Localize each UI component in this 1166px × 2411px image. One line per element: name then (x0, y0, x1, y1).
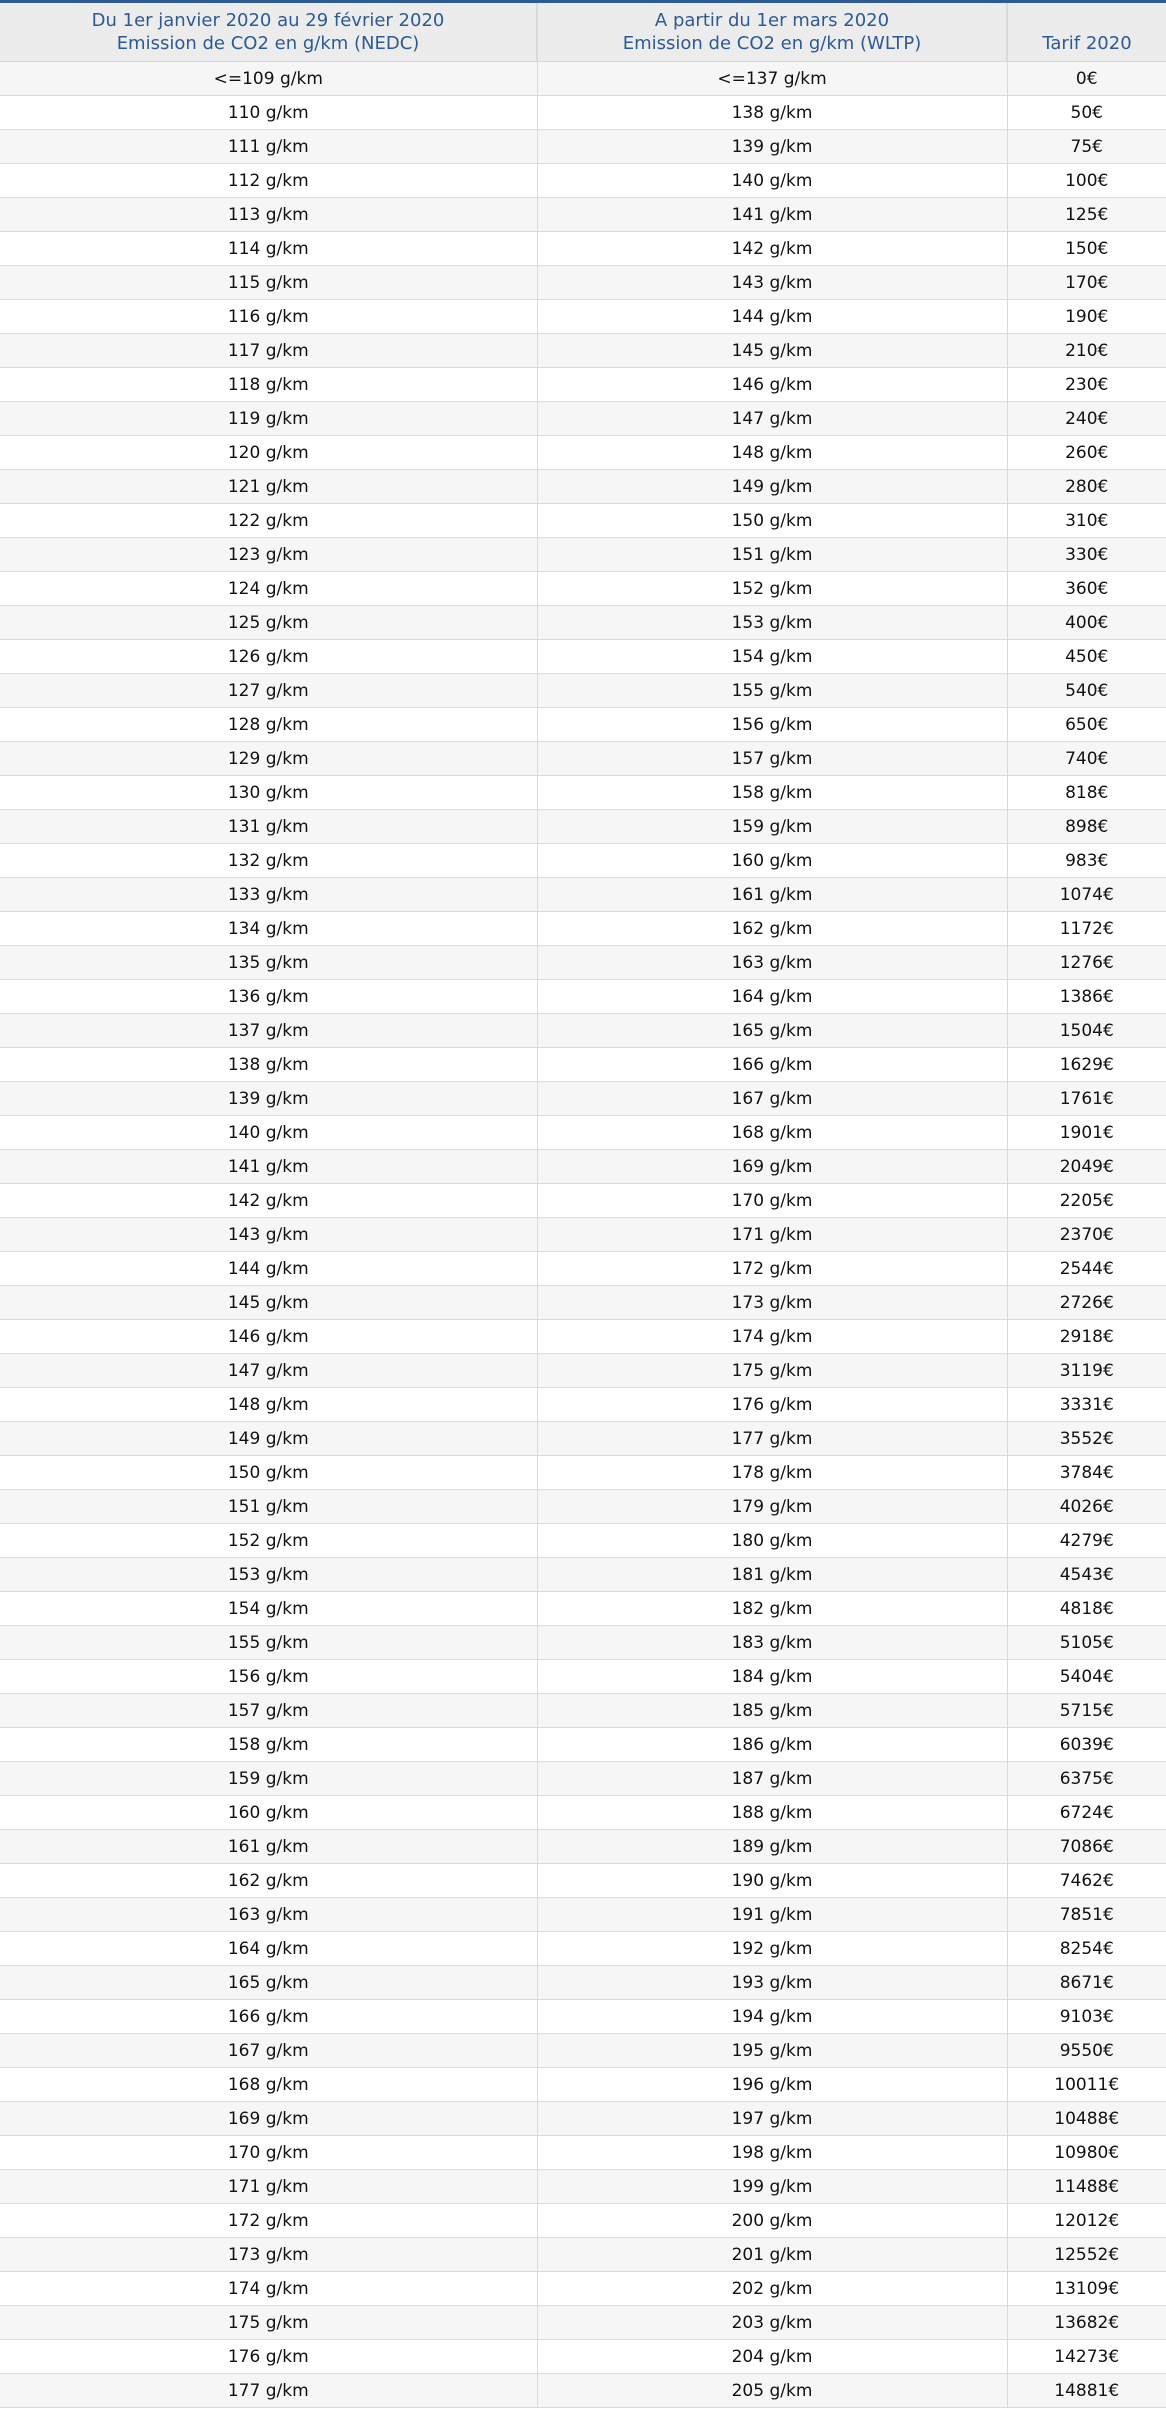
table-row (0, 96, 1166, 130)
cell-nedc-emission: 174 g/km (0, 2272, 537, 2306)
cell-tarif: 6039€ (1007, 1728, 1166, 1762)
cell-tarif: 8671€ (1007, 1966, 1166, 2000)
cell-tarif: 14881€ (1007, 2374, 1166, 2408)
cell-tarif: 1172€ (1007, 912, 1166, 946)
cell-tarif: 9103€ (1007, 2000, 1166, 2034)
cell-wltp-emission: 181 g/km (537, 1558, 1007, 1592)
cell-tarif: 12012€ (1007, 2204, 1166, 2238)
table-row (0, 300, 1166, 334)
table-row (0, 1116, 1166, 1150)
cell-nedc-emission: 142 g/km (0, 1184, 537, 1218)
cell-nedc-emission: <=109 g/km (0, 62, 537, 96)
cell-wltp-emission: 167 g/km (537, 1082, 1007, 1116)
table-row (0, 1388, 1166, 1422)
cell-wltp-emission: 150 g/km (537, 504, 1007, 538)
cell-tarif: 13682€ (1007, 2306, 1166, 2340)
table-row (0, 776, 1166, 810)
cell-nedc-emission: 121 g/km (0, 470, 537, 504)
cell-wltp-emission: 156 g/km (537, 708, 1007, 742)
table-row (0, 2034, 1166, 2068)
cell-tarif: 3119€ (1007, 1354, 1166, 1388)
cell-tarif: 7462€ (1007, 1864, 1166, 1898)
cell-tarif: 1386€ (1007, 980, 1166, 1014)
cell-nedc-emission: 125 g/km (0, 606, 537, 640)
table-row (0, 878, 1166, 912)
cell-tarif: 210€ (1007, 334, 1166, 368)
cell-nedc-emission: 134 g/km (0, 912, 537, 946)
cell-wltp-emission: <=137 g/km (537, 62, 1007, 96)
cell-nedc-emission: 152 g/km (0, 1524, 537, 1558)
cell-tarif: 330€ (1007, 538, 1166, 572)
cell-nedc-emission: 136 g/km (0, 980, 537, 1014)
cell-wltp-emission: 183 g/km (537, 1626, 1007, 1660)
cell-nedc-emission: 124 g/km (0, 572, 537, 606)
cell-tarif: 0€ (1007, 62, 1166, 96)
header-wltp-period: A partir du 1er mars 2020 (654, 10, 890, 31)
cell-nedc-emission: 126 g/km (0, 640, 537, 674)
cell-nedc-emission: 141 g/km (0, 1150, 537, 1184)
cell-nedc-emission: 130 g/km (0, 776, 537, 810)
table-row (0, 2000, 1166, 2034)
cell-nedc-emission: 170 g/km (0, 2136, 537, 2170)
table-row (0, 1592, 1166, 1626)
table-row (0, 1898, 1166, 1932)
cell-nedc-emission: 175 g/km (0, 2306, 537, 2340)
cell-wltp-emission: 149 g/km (537, 470, 1007, 504)
table-row (0, 1422, 1166, 1456)
cell-wltp-emission: 177 g/km (537, 1422, 1007, 1456)
cell-tarif: 1504€ (1007, 1014, 1166, 1048)
cell-nedc-emission: 163 g/km (0, 1898, 537, 1932)
table-row (0, 1864, 1166, 1898)
cell-tarif: 740€ (1007, 742, 1166, 776)
table-row (0, 640, 1166, 674)
cell-nedc-emission: 137 g/km (0, 1014, 537, 1048)
cell-wltp-emission: 204 g/km (537, 2340, 1007, 2374)
cell-wltp-emission: 195 g/km (537, 2034, 1007, 2068)
cell-wltp-emission: 154 g/km (537, 640, 1007, 674)
table-row (0, 164, 1166, 198)
cell-wltp-emission: 165 g/km (537, 1014, 1007, 1048)
header-nedc (0, 2, 537, 62)
table-row (0, 2374, 1166, 2408)
cell-wltp-emission: 155 g/km (537, 674, 1007, 708)
cell-tarif: 4026€ (1007, 1490, 1166, 1524)
cell-wltp-emission: 152 g/km (537, 572, 1007, 606)
table-row (0, 1456, 1166, 1490)
cell-tarif: 5105€ (1007, 1626, 1166, 1660)
cell-nedc-emission: 143 g/km (0, 1218, 537, 1252)
cell-wltp-emission: 169 g/km (537, 1150, 1007, 1184)
cell-tarif: 2205€ (1007, 1184, 1166, 1218)
table-row (0, 1354, 1166, 1388)
cell-tarif: 898€ (1007, 810, 1166, 844)
cell-nedc-emission: 122 g/km (0, 504, 537, 538)
cell-tarif: 400€ (1007, 606, 1166, 640)
cell-wltp-emission: 163 g/km (537, 946, 1007, 980)
cell-nedc-emission: 161 g/km (0, 1830, 537, 1864)
cell-wltp-emission: 175 g/km (537, 1354, 1007, 1388)
table-row (0, 130, 1166, 164)
table-row (0, 844, 1166, 878)
cell-tarif: 6375€ (1007, 1762, 1166, 1796)
cell-nedc-emission: 116 g/km (0, 300, 537, 334)
cell-wltp-emission: 197 g/km (537, 2102, 1007, 2136)
table-body (0, 62, 1166, 2408)
cell-wltp-emission: 199 g/km (537, 2170, 1007, 2204)
table-row (0, 2272, 1166, 2306)
cell-tarif: 360€ (1007, 572, 1166, 606)
cell-tarif: 150€ (1007, 232, 1166, 266)
table-row (0, 1558, 1166, 1592)
cell-tarif: 450€ (1007, 640, 1166, 674)
table-row (0, 1048, 1166, 1082)
cell-tarif: 2049€ (1007, 1150, 1166, 1184)
cell-wltp-emission: 187 g/km (537, 1762, 1007, 1796)
cell-nedc-emission: 156 g/km (0, 1660, 537, 1694)
cell-nedc-emission: 120 g/km (0, 436, 537, 470)
cell-wltp-emission: 147 g/km (537, 402, 1007, 436)
cell-nedc-emission: 148 g/km (0, 1388, 537, 1422)
cell-tarif: 230€ (1007, 368, 1166, 402)
cell-wltp-emission: 172 g/km (537, 1252, 1007, 1286)
cell-tarif: 10488€ (1007, 2102, 1166, 2136)
cell-wltp-emission: 143 g/km (537, 266, 1007, 300)
cell-tarif: 4543€ (1007, 1558, 1166, 1592)
cell-nedc-emission: 162 g/km (0, 1864, 537, 1898)
cell-tarif: 14273€ (1007, 2340, 1166, 2374)
table-row (0, 232, 1166, 266)
cell-wltp-emission: 201 g/km (537, 2238, 1007, 2272)
table-row (0, 1932, 1166, 1966)
cell-nedc-emission: 172 g/km (0, 2204, 537, 2238)
cell-tarif: 12552€ (1007, 2238, 1166, 2272)
cell-wltp-emission: 148 g/km (537, 436, 1007, 470)
cell-tarif: 4279€ (1007, 1524, 1166, 1558)
cell-nedc-emission: 154 g/km (0, 1592, 537, 1626)
cell-nedc-emission: 165 g/km (0, 1966, 537, 2000)
cell-wltp-emission: 182 g/km (537, 1592, 1007, 1626)
cell-wltp-emission: 178 g/km (537, 1456, 1007, 1490)
cell-wltp-emission: 161 g/km (537, 878, 1007, 912)
cell-nedc-emission: 157 g/km (0, 1694, 537, 1728)
cell-tarif: 6724€ (1007, 1796, 1166, 1830)
table-row (0, 1796, 1166, 1830)
cell-tarif: 2370€ (1007, 1218, 1166, 1252)
cell-wltp-emission: 164 g/km (537, 980, 1007, 1014)
cell-nedc-emission: 129 g/km (0, 742, 537, 776)
cell-wltp-emission: 144 g/km (537, 300, 1007, 334)
cell-tarif: 1074€ (1007, 878, 1166, 912)
cell-tarif: 1629€ (1007, 1048, 1166, 1082)
cell-wltp-emission: 173 g/km (537, 1286, 1007, 1320)
cell-wltp-emission: 138 g/km (537, 96, 1007, 130)
cell-nedc-emission: 167 g/km (0, 2034, 537, 2068)
cell-nedc-emission: 166 g/km (0, 2000, 537, 2034)
cell-tarif: 5404€ (1007, 1660, 1166, 1694)
cell-wltp-emission: 153 g/km (537, 606, 1007, 640)
cell-nedc-emission: 140 g/km (0, 1116, 537, 1150)
cell-nedc-emission: 176 g/km (0, 2340, 537, 2374)
cell-nedc-emission: 160 g/km (0, 1796, 537, 1830)
cell-tarif: 190€ (1007, 300, 1166, 334)
cell-wltp-emission: 205 g/km (537, 2374, 1007, 2408)
cell-wltp-emission: 139 g/km (537, 130, 1007, 164)
table-row (0, 1966, 1166, 2000)
table-row (0, 266, 1166, 300)
table-row (0, 62, 1166, 96)
cell-tarif: 818€ (1007, 776, 1166, 810)
cell-wltp-emission: 176 g/km (537, 1388, 1007, 1422)
table-row (0, 1252, 1166, 1286)
table-row (0, 2340, 1166, 2374)
cell-nedc-emission: 159 g/km (0, 1762, 537, 1796)
cell-tarif: 540€ (1007, 674, 1166, 708)
cell-nedc-emission: 164 g/km (0, 1932, 537, 1966)
cell-nedc-emission: 139 g/km (0, 1082, 537, 1116)
cell-tarif: 240€ (1007, 402, 1166, 436)
cell-wltp-emission: 159 g/km (537, 810, 1007, 844)
cell-nedc-emission: 127 g/km (0, 674, 537, 708)
table-row (0, 572, 1166, 606)
cell-nedc-emission: 114 g/km (0, 232, 537, 266)
table-row (0, 1694, 1166, 1728)
header-tarif (1007, 2, 1166, 62)
cell-tarif: 650€ (1007, 708, 1166, 742)
cell-tarif: 280€ (1007, 470, 1166, 504)
cell-tarif: 983€ (1007, 844, 1166, 878)
table-row (0, 2136, 1166, 2170)
cell-nedc-emission: 135 g/km (0, 946, 537, 980)
cell-nedc-emission: 150 g/km (0, 1456, 537, 1490)
cell-wltp-emission: 160 g/km (537, 844, 1007, 878)
table-row (0, 1082, 1166, 1116)
table-row (0, 1150, 1166, 1184)
cell-wltp-emission: 185 g/km (537, 1694, 1007, 1728)
table-row (0, 708, 1166, 742)
cell-wltp-emission: 158 g/km (537, 776, 1007, 810)
cell-wltp-emission: 191 g/km (537, 1898, 1007, 1932)
cell-wltp-emission: 166 g/km (537, 1048, 1007, 1082)
cell-nedc-emission: 123 g/km (0, 538, 537, 572)
cell-wltp-emission: 174 g/km (537, 1320, 1007, 1354)
table-row (0, 504, 1166, 538)
cell-wltp-emission: 141 g/km (537, 198, 1007, 232)
header-nedc-label: Emission de CO2 en g/km (NEDC) (116, 33, 420, 54)
table-row (0, 2068, 1166, 2102)
cell-tarif: 2918€ (1007, 1320, 1166, 1354)
table-row (0, 2170, 1166, 2204)
table-row (0, 1524, 1166, 1558)
cell-nedc-emission: 118 g/km (0, 368, 537, 402)
header-row (0, 2, 1166, 62)
cell-tarif: 2544€ (1007, 1252, 1166, 1286)
cell-tarif: 260€ (1007, 436, 1166, 470)
header-wltp-label: Emission de CO2 en g/km (WLTP) (622, 33, 922, 54)
cell-tarif: 310€ (1007, 504, 1166, 538)
cell-nedc-emission: 169 g/km (0, 2102, 537, 2136)
header-tarif-label: Tarif 2020 (1042, 33, 1132, 54)
cell-nedc-emission: 149 g/km (0, 1422, 537, 1456)
cell-tarif: 7851€ (1007, 1898, 1166, 1932)
cell-nedc-emission: 115 g/km (0, 266, 537, 300)
cell-wltp-emission: 162 g/km (537, 912, 1007, 946)
table-row (0, 1014, 1166, 1048)
cell-tarif: 4818€ (1007, 1592, 1166, 1626)
cell-nedc-emission: 144 g/km (0, 1252, 537, 1286)
cell-nedc-emission: 111 g/km (0, 130, 537, 164)
cell-wltp-emission: 193 g/km (537, 1966, 1007, 2000)
cell-wltp-emission: 157 g/km (537, 742, 1007, 776)
cell-wltp-emission: 184 g/km (537, 1660, 1007, 1694)
table-row (0, 1660, 1166, 1694)
cell-nedc-emission: 173 g/km (0, 2238, 537, 2272)
table-row (0, 1320, 1166, 1354)
table-row (0, 810, 1166, 844)
table-row (0, 198, 1166, 232)
cell-wltp-emission: 168 g/km (537, 1116, 1007, 1150)
cell-wltp-emission: 198 g/km (537, 2136, 1007, 2170)
cell-tarif: 3784€ (1007, 1456, 1166, 1490)
cell-tarif: 10980€ (1007, 2136, 1166, 2170)
cell-wltp-emission: 146 g/km (537, 368, 1007, 402)
cell-tarif: 8254€ (1007, 1932, 1166, 1966)
cell-wltp-emission: 200 g/km (537, 2204, 1007, 2238)
cell-wltp-emission: 188 g/km (537, 1796, 1007, 1830)
table-row (0, 368, 1166, 402)
cell-tarif: 5715€ (1007, 1694, 1166, 1728)
cell-nedc-emission: 177 g/km (0, 2374, 537, 2408)
cell-wltp-emission: 180 g/km (537, 1524, 1007, 1558)
cell-tarif: 100€ (1007, 164, 1166, 198)
table-row (0, 606, 1166, 640)
table-row (0, 1218, 1166, 1252)
cell-tarif: 75€ (1007, 130, 1166, 164)
cell-nedc-emission: 155 g/km (0, 1626, 537, 1660)
table-row (0, 1490, 1166, 1524)
cell-tarif: 9550€ (1007, 2034, 1166, 2068)
cell-tarif: 13109€ (1007, 2272, 1166, 2306)
cell-nedc-emission: 119 g/km (0, 402, 537, 436)
cell-wltp-emission: 151 g/km (537, 538, 1007, 572)
cell-nedc-emission: 158 g/km (0, 1728, 537, 1762)
table-row (0, 1286, 1166, 1320)
cell-nedc-emission: 128 g/km (0, 708, 537, 742)
cell-wltp-emission: 142 g/km (537, 232, 1007, 266)
cell-nedc-emission: 132 g/km (0, 844, 537, 878)
table-row (0, 980, 1166, 1014)
cell-wltp-emission: 192 g/km (537, 1932, 1007, 1966)
table-row (0, 1626, 1166, 1660)
cell-nedc-emission: 113 g/km (0, 198, 537, 232)
cell-nedc-emission: 153 g/km (0, 1558, 537, 1592)
cell-tarif: 170€ (1007, 266, 1166, 300)
table-row (0, 674, 1166, 708)
table-row (0, 470, 1166, 504)
cell-tarif: 7086€ (1007, 1830, 1166, 1864)
cell-tarif: 10011€ (1007, 2068, 1166, 2102)
header-nedc-period: Du 1er janvier 2020 au 29 février 2020 (91, 10, 445, 31)
cell-nedc-emission: 133 g/km (0, 878, 537, 912)
cell-tarif: 3331€ (1007, 1388, 1166, 1422)
table-row (0, 436, 1166, 470)
cell-wltp-emission: 194 g/km (537, 2000, 1007, 2034)
cell-wltp-emission: 196 g/km (537, 2068, 1007, 2102)
cell-wltp-emission: 190 g/km (537, 1864, 1007, 1898)
cell-nedc-emission: 151 g/km (0, 1490, 537, 1524)
cell-nedc-emission: 171 g/km (0, 2170, 537, 2204)
cell-tarif: 2726€ (1007, 1286, 1166, 1320)
cell-tarif: 125€ (1007, 198, 1166, 232)
table-row (0, 1830, 1166, 1864)
cell-wltp-emission: 171 g/km (537, 1218, 1007, 1252)
cell-nedc-emission: 146 g/km (0, 1320, 537, 1354)
cell-wltp-emission: 189 g/km (537, 1830, 1007, 1864)
table-row (0, 334, 1166, 368)
cell-wltp-emission: 186 g/km (537, 1728, 1007, 1762)
cell-nedc-emission: 168 g/km (0, 2068, 537, 2102)
cell-nedc-emission: 110 g/km (0, 96, 537, 130)
cell-tarif: 1901€ (1007, 1116, 1166, 1150)
cell-nedc-emission: 138 g/km (0, 1048, 537, 1082)
table-row (0, 2238, 1166, 2272)
table-row (0, 2306, 1166, 2340)
table-row (0, 912, 1166, 946)
cell-wltp-emission: 170 g/km (537, 1184, 1007, 1218)
table-row (0, 402, 1166, 436)
cell-wltp-emission: 202 g/km (537, 2272, 1007, 2306)
cell-tarif: 3552€ (1007, 1422, 1166, 1456)
cell-wltp-emission: 145 g/km (537, 334, 1007, 368)
table-row (0, 1184, 1166, 1218)
cell-tarif: 11488€ (1007, 2170, 1166, 2204)
table-row (0, 946, 1166, 980)
cell-nedc-emission: 117 g/km (0, 334, 537, 368)
table-row (0, 1728, 1166, 1762)
cell-wltp-emission: 140 g/km (537, 164, 1007, 198)
table-row (0, 2204, 1166, 2238)
cell-wltp-emission: 203 g/km (537, 2306, 1007, 2340)
cell-nedc-emission: 112 g/km (0, 164, 537, 198)
table-row (0, 742, 1166, 776)
table-row (0, 2102, 1166, 2136)
table-row (0, 1762, 1166, 1796)
cell-wltp-emission: 179 g/km (537, 1490, 1007, 1524)
cell-nedc-emission: 147 g/km (0, 1354, 537, 1388)
cell-nedc-emission: 131 g/km (0, 810, 537, 844)
table-row (0, 538, 1166, 572)
header-wltp (537, 2, 1007, 62)
cell-tarif: 1761€ (1007, 1082, 1166, 1116)
table-header (0, 2, 1166, 62)
cell-tarif: 50€ (1007, 96, 1166, 130)
cell-nedc-emission: 145 g/km (0, 1286, 537, 1320)
cell-tarif: 1276€ (1007, 946, 1166, 980)
